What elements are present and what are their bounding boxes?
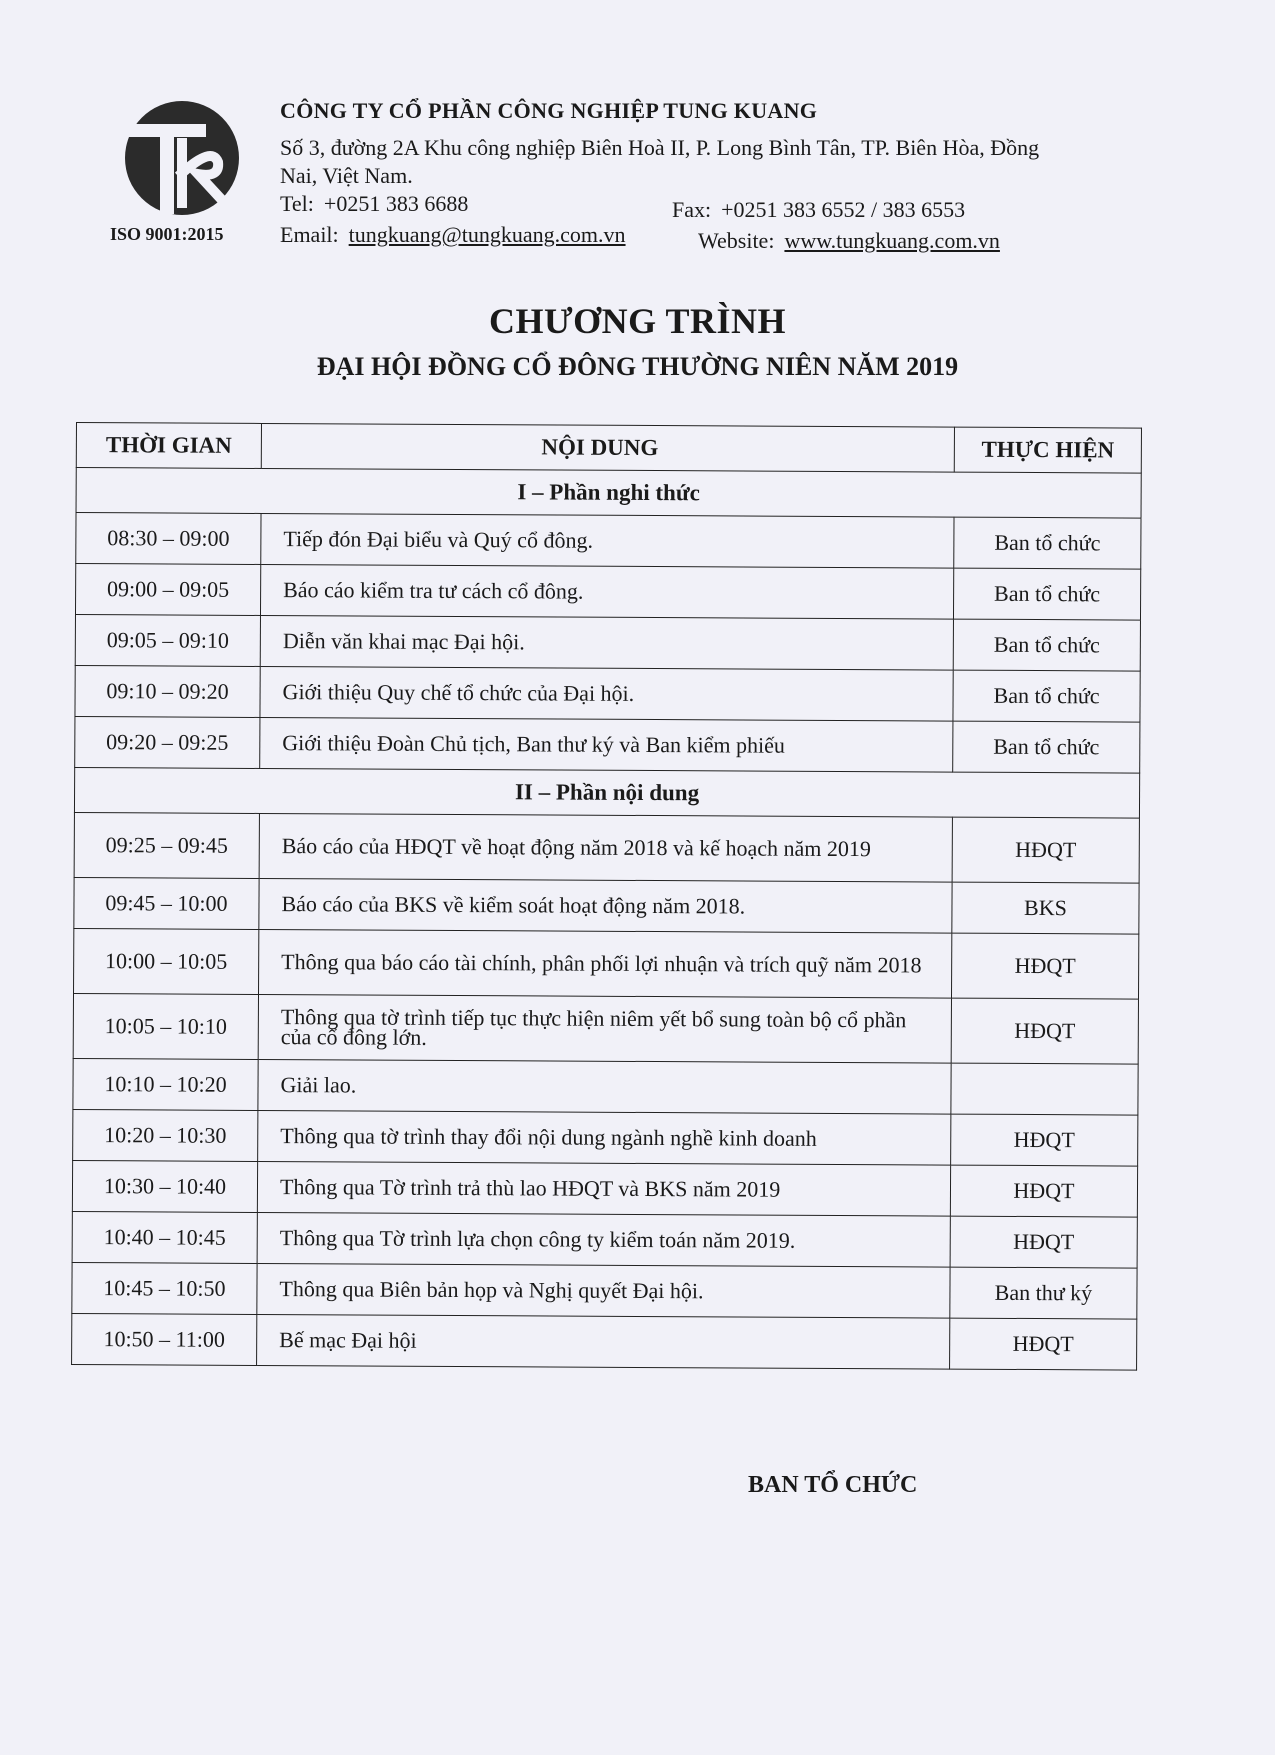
row-executor: BKS [952,882,1139,934]
row-content: Giải lao. [258,1059,951,1114]
row-executor: HĐQT [952,817,1139,883]
row-content: Tiếp đón Đại biểu và Quý cổ đông. [261,513,954,568]
row-time: 10:20 – 10:30 [73,1109,258,1161]
row-content: Diễn văn khai mạc Đại hội. [260,615,953,670]
row-time: 09:05 – 09:10 [75,615,260,667]
table-row [75,716,1140,773]
row-content: Báo cáo của BKS về kiểm soát hoạt động năm 2018. [259,878,952,933]
row-content: Thông qua tờ trình thay đổi nội dung ngành nghề kinh doanh [258,1110,951,1165]
row-executor: Ban thư ký [950,1267,1137,1319]
row-time: 10:50 – 11:00 [72,1313,257,1365]
section-title: II – Phần nội dung [74,767,1139,818]
fax-number: +0251 383 6552 / 383 6553 [721,197,966,222]
row-time: 10:10 – 10:20 [73,1058,258,1110]
header-time: THỜI GIAN [76,423,261,469]
row-executor: Ban tổ chức [953,619,1140,671]
row-content: Thông qua Tờ trình trả thù lao HĐQT và BKS năm 2019 [257,1161,950,1216]
row-content: Báo cáo kiểm tra tư cách cổ đông. [260,564,953,619]
table-row [73,1058,1138,1115]
agenda-table [71,422,1142,1371]
page-subtitle: ĐẠI HỘI ĐỒNG CỔ ĐÔNG THƯỜNG NIÊN NĂM 2019 [316,352,959,381]
table-row [75,615,1140,672]
table-row [72,1160,1137,1217]
row-content: Thông qua Tờ trình lựa chọn công ty kiểm toán năm 2019. [257,1212,950,1267]
row-content: Báo cáo của HĐQT về hoạt động năm 2018 và kế hoạch năm 2019 [259,813,952,882]
row-time: 09:25 – 09:45 [74,812,259,878]
fax-label: Fax: [672,197,712,222]
website-line [698,228,1000,254]
page-title: CHƯƠNG TRÌNH [488,301,787,341]
table-row [73,1109,1138,1166]
table-row [75,665,1140,722]
tk-logo-icon [120,98,244,218]
website-link[interactable]: www.tungkuang.com.vn [784,228,1000,253]
row-content: Giới thiệu Đoàn Chủ tịch, Ban thư ký và Ban kiểm phiếu [260,717,953,772]
company-address: Số 3, đường 2A Khu công nghiệp Biên Hoà II, P. Long Bình Tân, TP. Biên Hòa, Đồng Nai, Việt Nam. [280,135,1040,188]
row-time: 09:20 – 09:25 [75,716,260,768]
table-row [75,564,1140,621]
table-row [72,1211,1137,1268]
row-executor [951,1063,1138,1115]
row-executor: Ban tổ chức [953,721,1140,773]
tel-line [280,191,468,217]
row-content: Giới thiệu Quy chế tổ chức của Đại hội. [260,666,953,721]
header-executor: THỰC HIỆN [954,427,1141,473]
table-row [74,812,1139,883]
row-content: Thông qua Biên bản họp và Nghị quyết Đại hội. [257,1263,950,1318]
row-time: 09:10 – 09:20 [75,665,260,717]
row-executor: HĐQT [951,1114,1138,1166]
tel-number: +0251 383 6688 [323,191,469,216]
iso-certification: ISO 9001:2015 [110,224,224,244]
row-content: Thông qua báo cáo tài chính, phân phối lợi nhuận và trích quỹ năm 2018 [259,929,952,998]
email-label: Email: [280,222,339,247]
row-executor: HĐQT [951,998,1138,1064]
row-executor: Ban tổ chức [953,670,1140,722]
row-time: 08:30 – 09:00 [76,513,261,565]
row-executor: HĐQT [951,933,1138,999]
section-row [74,767,1139,818]
fax-line [672,197,965,223]
header-content: NỘI DUNG [261,423,954,472]
row-executor: Ban tổ chức [954,517,1141,569]
row-executor: HĐQT [950,1318,1137,1370]
row-time: 10:45 – 10:50 [72,1262,257,1314]
tel-label: Tel: [280,191,314,216]
section-title: I – Phần nghi thức [76,468,1141,519]
table-row [74,928,1139,999]
website-label: Website: [698,228,775,253]
row-executor: Ban tổ chức [953,568,1140,620]
company-name: CÔNG TY CỔ PHẦN CÔNG NGHIỆP TUNG KUANG [280,98,818,123]
row-content: Thông qua tờ trình tiếp tục thực hiện niêm yết bổ sung toàn bộ cổ phần của cổ đông lớn. [258,994,951,1063]
table-row [73,993,1138,1064]
row-time: 10:05 – 10:10 [73,993,258,1059]
row-time: 09:45 – 10:00 [74,877,259,929]
row-time: 10:40 – 10:45 [72,1211,257,1263]
email-link[interactable]: tungkuang@tungkuang.com.vn [348,222,626,247]
table-row [72,1262,1137,1319]
row-executor: HĐQT [950,1216,1137,1268]
row-time: 10:00 – 10:05 [74,928,259,994]
table-row [76,513,1141,570]
section-row [76,468,1141,519]
row-executor: HĐQT [950,1165,1137,1217]
table-header-row [76,423,1141,474]
row-content: Bế mạc Đại hội [257,1314,950,1369]
email-line [280,222,626,248]
row-time: 10:30 – 10:40 [72,1160,257,1212]
row-time: 09:00 – 09:05 [75,564,260,616]
table-row [72,1313,1137,1370]
signature-block: BAN TỔ CHỨC [748,1472,918,1498]
table-row [74,877,1139,934]
